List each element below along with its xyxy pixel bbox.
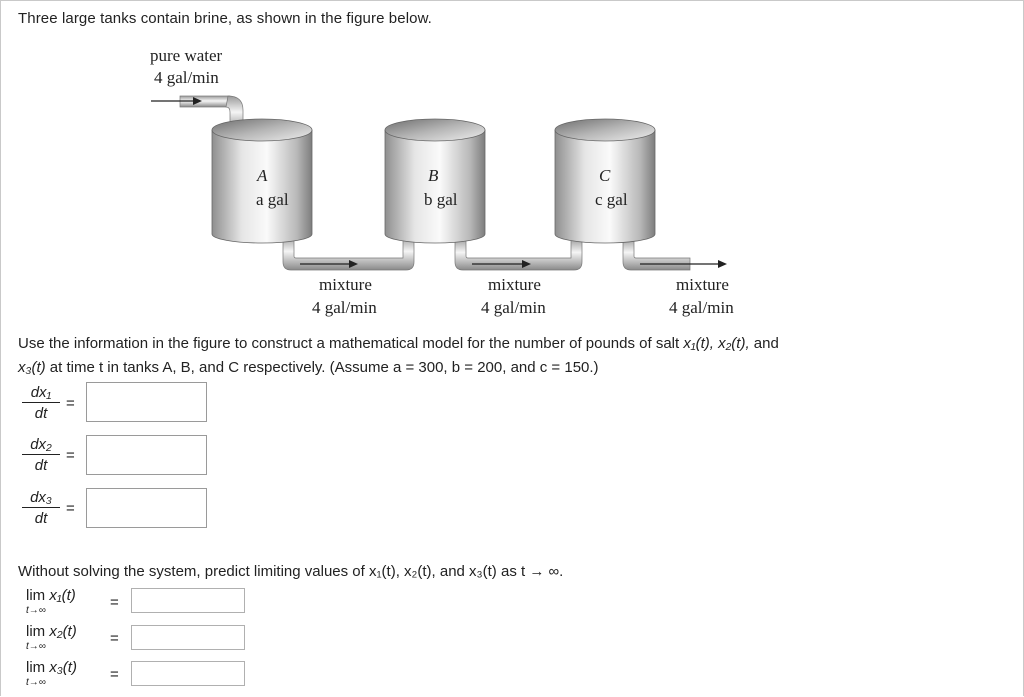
- equals-sign: =: [66, 395, 75, 412]
- limit-x2: [26, 624, 77, 652]
- derivative-dx3-dt: [22, 489, 60, 527]
- outflow-pipe: [623, 238, 727, 270]
- tank-c: [555, 119, 655, 243]
- derivative-numerator: dx₂: [22, 436, 60, 455]
- limit-x3: [26, 660, 77, 688]
- question-model: [18, 332, 1008, 380]
- limit-word: lim: [26, 623, 46, 640]
- intro-text: Three large tanks contain brine, as shown in the figure below.: [18, 10, 432, 27]
- tank-b: [385, 119, 485, 243]
- inflow-rate: 4 gal/min: [154, 68, 219, 87]
- question-model-rest: at time t in tanks A, B, and C respectively. (Assume a = 300, b = 200, and c = 150.): [45, 359, 599, 376]
- limit-expression: x₁(t): [49, 587, 76, 604]
- tank-a-volume: a gal: [256, 190, 289, 209]
- tank-a-name: A: [257, 166, 268, 185]
- derivative-dx2-dt: [22, 436, 60, 474]
- answer-input-dx1[interactable]: [86, 382, 207, 422]
- derivative-numerator: dx₃: [22, 489, 60, 508]
- limit-subscript: t→∞: [26, 677, 46, 688]
- limit-word: lim: [26, 587, 46, 604]
- question-model-x3: x₃(t): [18, 359, 46, 376]
- tank-b-name: B: [428, 166, 439, 185]
- equals-sign: =: [66, 500, 75, 517]
- limit-expression: x₃(t): [49, 659, 77, 676]
- equals-sign: =: [66, 447, 75, 464]
- flow-out-label: mixture: [676, 275, 729, 294]
- question-model-and: and: [749, 335, 779, 352]
- answer-input-dx2[interactable]: [86, 435, 207, 475]
- answer-input-dx3[interactable]: [86, 488, 207, 528]
- pipe-b-to-c: [455, 238, 582, 270]
- equals-sign: =: [110, 666, 119, 683]
- tank-c-name: C: [599, 166, 611, 185]
- flow-ab-label: mixture: [319, 275, 372, 294]
- limit-x1: [26, 588, 76, 616]
- equals-sign: =: [110, 594, 119, 611]
- question-model-vars: x₁(t), x₂(t),: [683, 335, 750, 352]
- flow-bc-rate: 4 gal/min: [481, 298, 546, 317]
- tank-c-volume: c gal: [595, 190, 628, 209]
- limit-subscript: t→∞: [26, 641, 46, 652]
- flow-out-rate: 4 gal/min: [669, 298, 734, 317]
- limit-input-x3[interactable]: [131, 661, 245, 686]
- flow-ab-rate: 4 gal/min: [312, 298, 377, 317]
- inflow-label: pure water: [150, 46, 223, 65]
- limit-word: lim: [26, 659, 46, 676]
- derivative-denominator: dt: [34, 405, 48, 422]
- tank-b-volume: b gal: [424, 190, 458, 209]
- pipe-a-to-b: [283, 236, 414, 270]
- derivative-denominator: dt: [34, 510, 48, 527]
- derivative-dx1-dt: [22, 384, 60, 422]
- equals-sign: =: [110, 630, 119, 647]
- derivative-numerator: dx₁: [22, 384, 60, 403]
- question-limits: Without solving the system, predict limiting values of x₁(t), x₂(t), and x₃(t) as t → ∞.: [18, 563, 564, 580]
- limit-input-x2[interactable]: [131, 625, 245, 650]
- derivative-denominator: dt: [34, 457, 48, 474]
- flow-bc-label: mixture: [488, 275, 541, 294]
- limit-subscript: t→∞: [26, 605, 46, 616]
- tanks-figure: [0, 0, 1024, 330]
- question-model-text: Use the information in the figure to construct a mathematical model for the number of pounds of salt: [18, 335, 684, 352]
- tank-a: [212, 119, 312, 243]
- limit-input-x1[interactable]: [131, 588, 245, 613]
- limit-expression: x₂(t): [49, 623, 77, 640]
